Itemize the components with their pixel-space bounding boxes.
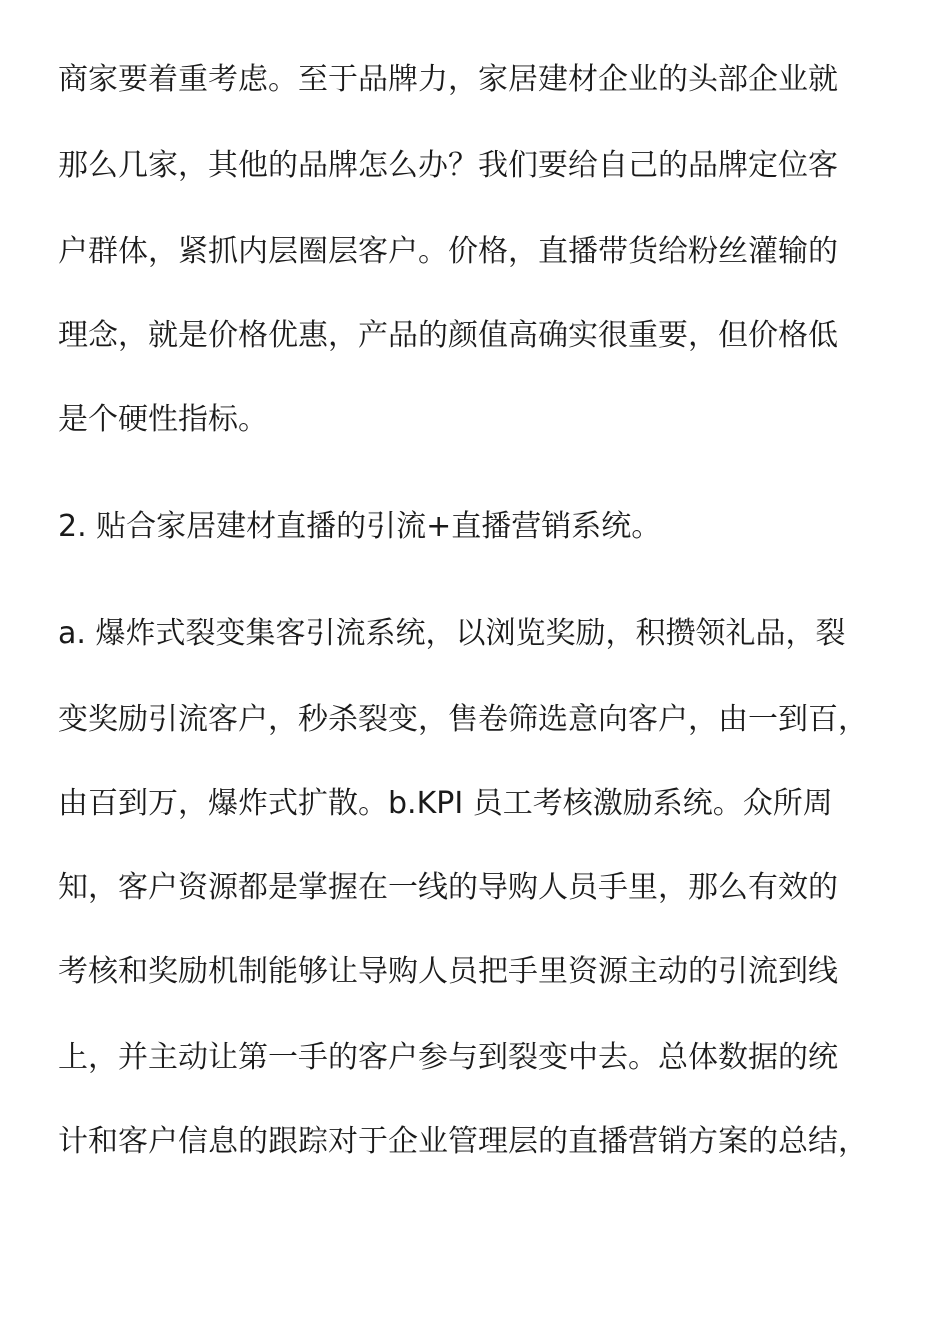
text-line: 上，并主动让第一手的客户参与到裂变中去。总体数据的统 — [58, 1040, 838, 1075]
text-line: 那么几家，其他的品牌怎么办？我们要给自己的品牌定位客 — [58, 148, 838, 183]
text-line: a. 爆炸式裂变集客引流系统，以浏览奖励，积攒领礼品，裂 — [58, 616, 846, 651]
text-line: 户群体，紧抓内层圈层客户。价格，直播带货给粉丝灌输的 — [58, 234, 838, 269]
text-line: 是个硬性指标。 — [58, 402, 268, 437]
text-line: 变奖励引流客户，秒杀裂变，售卷筛选意向客户，由一到百， — [58, 702, 868, 737]
text-line: 计和客户信息的跟踪对于企业管理层的直播营销方案的总结， — [58, 1124, 868, 1159]
text-line: 考核和奖励机制能够让导购人员把手里资源主动的引流到线 — [58, 954, 838, 989]
text-line: 商家要着重考虑。至于品牌力，家居建材企业的头部企业就 — [58, 62, 838, 97]
text-line: 由百到万，爆炸式扩散。b.KPI 员工考核激励系统。众所周 — [58, 786, 833, 821]
text-line: 知，客户资源都是掌握在一线的导购人员手里，那么有效的 — [58, 870, 838, 905]
text-line: 理念，就是价格优惠，产品的颜值高确实很重要，但价格低 — [58, 318, 838, 353]
heading-line: 2. 贴合家居建材直播的引流+直播营销系统。 — [58, 509, 662, 544]
